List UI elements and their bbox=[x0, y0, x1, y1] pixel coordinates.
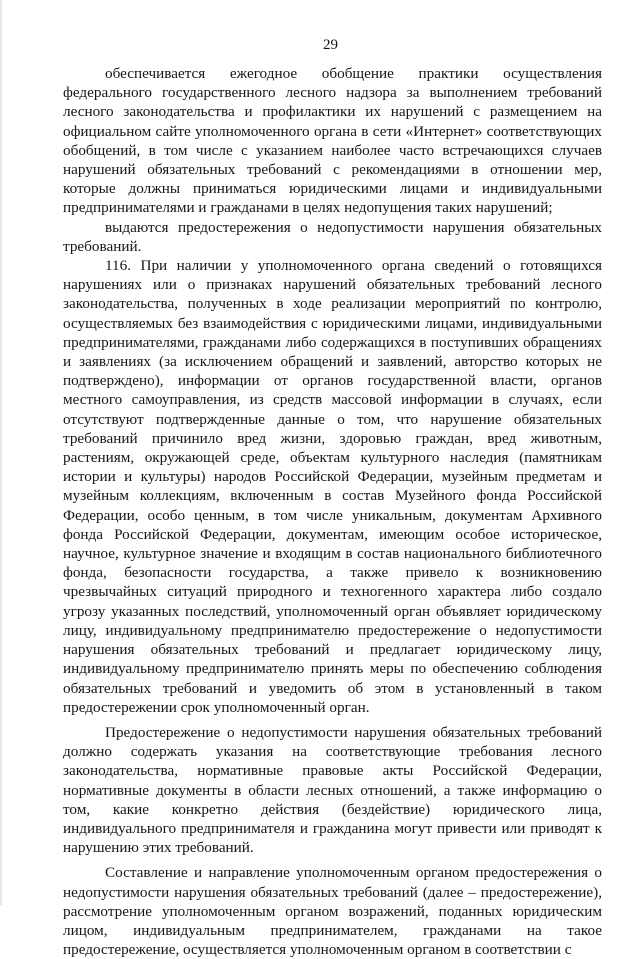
page-number: 29 bbox=[323, 37, 338, 53]
paragraph-summary-practice: обеспечивается ежегодное обобщение практики осуществления федерального государственного лесного надзора за выполнением требований лесного законодательства и профилактики их нарушений с размещением на официальном сайте уполномоченного органа в сети «Интернет» соответствующих обобщений, в том числе с указанием наиболее часто встречающихся случаев нарушений обязательных требований с рекомендациями в отношении мер, которые должны приниматься юридическими лицами и индивидуальными предпринимателями и гражданами в целях недопущения таких нарушений; bbox=[63, 65, 602, 217]
paragraph-warnings-issued: выдаются предостережения о недопустимости нарушения обязательных требований. bbox=[63, 218, 602, 255]
scan-edge bbox=[0, 0, 2, 905]
paragraph-clause-116: 116. При наличии у уполномоченного органа сведений о готовящихся нарушениях или о признаках нарушений обязательных требований лесного законодательства, полученных в ходе реализации мероприятий по контролю, осуществляемых без взаимодействия с юридическими лицами, индивидуальными предпринимателями, гражданами либо содержащихся в поступивших обращениях и заявлениях (за исключением обращений и заявлений, авторство которых не подтверждено), информации от органов государственной власти, органов местного самоуправления, из средств массовой информации в случаях, если отсутствуют подтвержденные данные о том, что нарушение обязательных требований причинило вред жизни, здоровью граждан, вред животным, растениям, окружающей среде, объектам культурного наследия (памятникам истории и культуры) народов Российской Федерации, музейным предметам и музейным коллекциям, включенным в состав Музейного фонда Российской Федерации, особо ценным, в том числе уникальным, документам Архивного фонда Российской Федерации, документам, имеющим особое историческое, научное, культурное значение и входящим в состав национального библиотечного фонда, безопасности государства, а также привело к возникновению чрезвычайных ситуаций природного и техногенного характера либо создало угрозу указанных последствий, уполномоченный орган объявляет юридическому лицу, индивидуальному предпринимателю предостережение о недопустимости нарушения обязательных требований и предлагает юридическому лицу, индивидуальному предпринимателю принять меры по обеспечению соблюдения обязательных требований и уведомить об этом в установленный в таком предостережении срок уполномоченный орган. bbox=[63, 257, 602, 716]
paragraph-warning-procedure: Составление и направление уполномоченным органом предостережения о недопустимости нарушения обязательных требований (далее – предостережение), рассмотрение уполномоченным органом возражений, поданных юридическим лицом, индивидуальным предпринимателем, гражданами на такое предостережение, осуществляется уполномоченным органом в соответствии с bbox=[63, 864, 602, 959]
paragraph-warning-content: Предостережение о недопустимости нарушения обязательных требований должно содержать указания на соответствующие требования лесного законодательства, нормативные правовые акты Российской Федерации, нормативные документы в области лесных отношений, а также информацию о том, какие конкретно действия (бездействие) юридического лица, индивидуального предпринимателя и гражданина могут привести или приводят к нарушению этих требований. bbox=[63, 723, 602, 857]
